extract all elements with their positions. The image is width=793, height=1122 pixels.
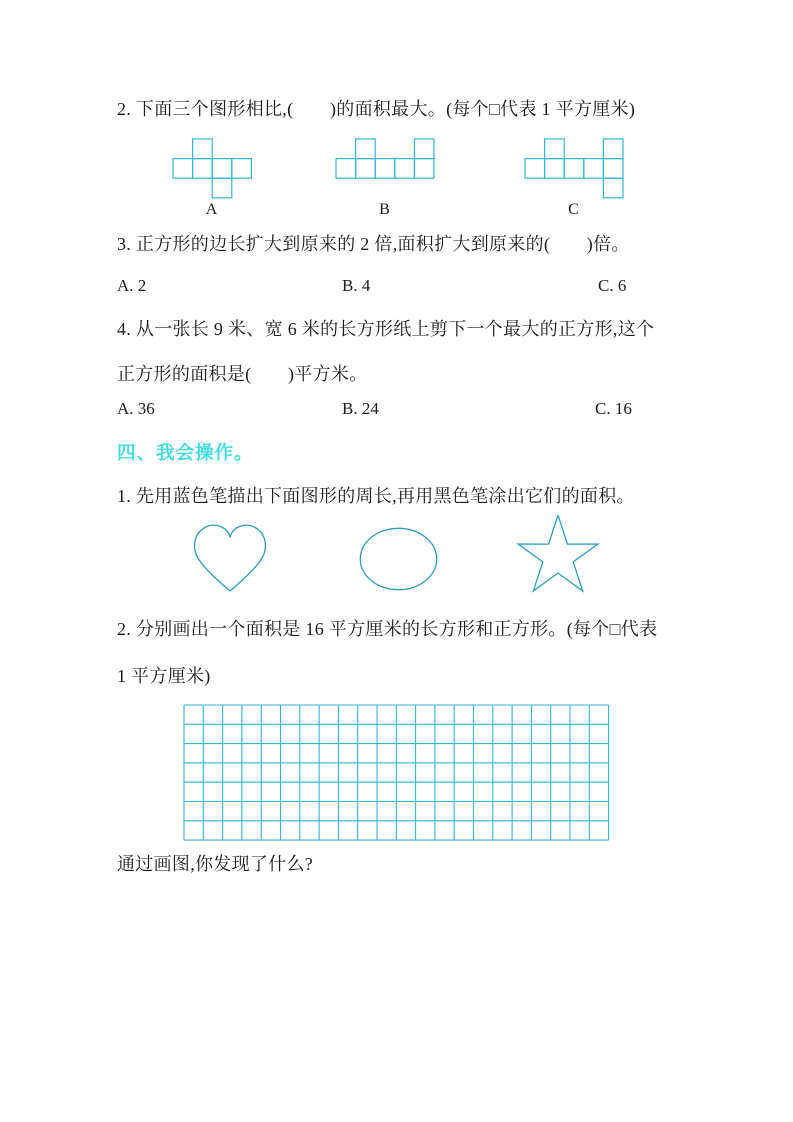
q3-option-a: A. 2 [117, 276, 147, 295]
question-2-text: 2. 下面三个图形相比,( )的面积最大。(每个□代表 1 平方厘米) [117, 99, 636, 119]
drawing-grid [183, 704, 610, 841]
question-3-text: 3. 正方形的边长扩大到原来的 2 倍,面积扩大到原来的( )倍。 [117, 234, 630, 254]
q3-option-c: C. 6 [598, 276, 627, 295]
figure-a-unit-grid [172, 138, 252, 199]
followup-question: 通过画图,你发现了什么? [117, 854, 314, 874]
q4-option-a: A. 36 [117, 399, 155, 418]
operate-q1-text: 1. 先用蓝色笔描出下面图形的周长,再用黑色笔涂出它们的面积。 [117, 486, 635, 506]
figure-b-label: B [379, 201, 390, 218]
operate-q2-text-line2: 1 平方厘米) [117, 666, 211, 686]
figure-b-unit-grid [335, 138, 435, 179]
q4-option-c: C. 16 [595, 399, 632, 418]
q3-option-b: B. 4 [342, 276, 371, 295]
ellipse-shape [359, 527, 438, 591]
question-4-text-line1: 4. 从一张长 9 米、宽 6 米的长方形纸上剪下一个最大的正方形,这个 [117, 319, 655, 339]
figure-c-unit-grid [524, 138, 624, 199]
figure-a-label: A [205, 201, 218, 218]
question-4-text-line2: 正方形的面积是( )平方米。 [117, 364, 368, 384]
figure-c-label: C [568, 201, 579, 218]
star-shape [516, 515, 600, 593]
q4-option-b: B. 24 [342, 399, 379, 418]
heart-shape [191, 521, 269, 593]
section-title: 四、我会操作。 [117, 444, 254, 464]
operate-q2-text-line1: 2. 分别画出一个面积是 16 平方厘米的长方形和正方形。(每个□代表 [117, 619, 658, 639]
